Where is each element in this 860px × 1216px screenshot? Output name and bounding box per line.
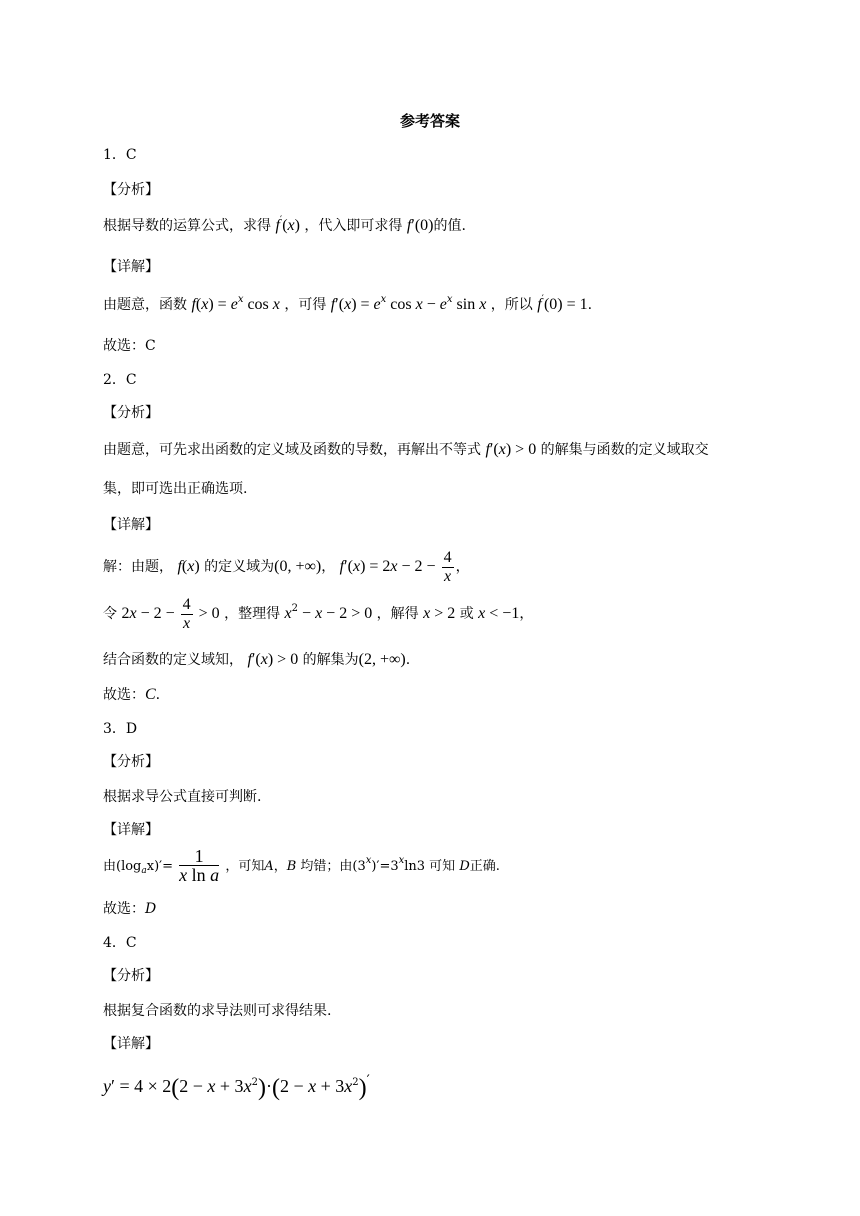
q4-analysis-text: 根据复合函数的求导法则可求得结果. — [103, 1003, 332, 1019]
q1-detail-text: 由题意，函数 $f(x) = e^x$ cos x ，可得 $f'(x) = e^x$ $\cos x - e^x$ sin x ，所以 f′(0) = 1. — [103, 294, 593, 313]
q3-detail-text: 由$(\log_ax)'=$ $\frac{1}{\text{x ln a}}$ ，可知A，B 均错；由$(3^x)'=3^x\ln 3$ 可知 D正确. — [103, 845, 500, 885]
q2-analysis-label: 【分析】 — [103, 405, 159, 421]
q1-heading: 1．C — [103, 147, 137, 163]
q1-analysis-text: 根据导数的运算公式，求得 f′(x) ，代入即可求得 f′(0)的值. — [103, 215, 466, 234]
q3-analysis-text: 根据求导公式直接可判断. — [103, 789, 262, 805]
q3-detail-label: 【详解】 — [103, 822, 159, 838]
q2-detail-line-2: 令 2x − 2 − $\frac{4}{x}$ > 0 ，整理得 $x^2 - x - 2 > 0$ ，解得 x > 2 或 x < −1， — [103, 595, 534, 632]
q3-answer: 故选：D — [103, 901, 157, 917]
q2-detail-label: 【详解】 — [103, 517, 159, 533]
page-title: 参考答案 — [399, 112, 460, 130]
q1-analysis-label: 【分析】 — [103, 182, 159, 198]
q1-detail-label: 【详解】 — [103, 259, 159, 275]
q4-heading: 4．C — [103, 935, 137, 951]
q2-heading: 2．C — [103, 372, 137, 388]
q2-analysis-text-1: 由题意，可先求出函数的定义域及函数的导数，再解出不等式 f′(x) > 0 的解集与函数的定义域取交 — [103, 441, 709, 458]
q4-detail-formula: $y' = 4 \times 2(2 - x + 3x^2)\cdot(2 - x + 3x^2)'$ — [103, 1073, 370, 1101]
q2-answer: 故选：C. — [103, 686, 161, 703]
q1-answer: 故选：C — [103, 338, 156, 354]
q3-heading: 3．D — [103, 721, 138, 737]
q2-analysis-text-2: 集，即可选出正确选项. — [103, 481, 248, 497]
q4-analysis-label: 【分析】 — [103, 968, 159, 984]
q2-detail-line-1: 解：由题， f(x) 的定义域为(0, +∞)， f′(x) = 2x − 2 − $\frac{4}{x}$ ， — [103, 548, 470, 585]
q4-detail-label: 【详解】 — [103, 1036, 159, 1052]
q2-detail-line-3: 结合函数的定义域知， f′(x) > 0 的解集为(2, +∞). — [103, 651, 411, 668]
q3-analysis-label: 【分析】 — [103, 754, 159, 770]
